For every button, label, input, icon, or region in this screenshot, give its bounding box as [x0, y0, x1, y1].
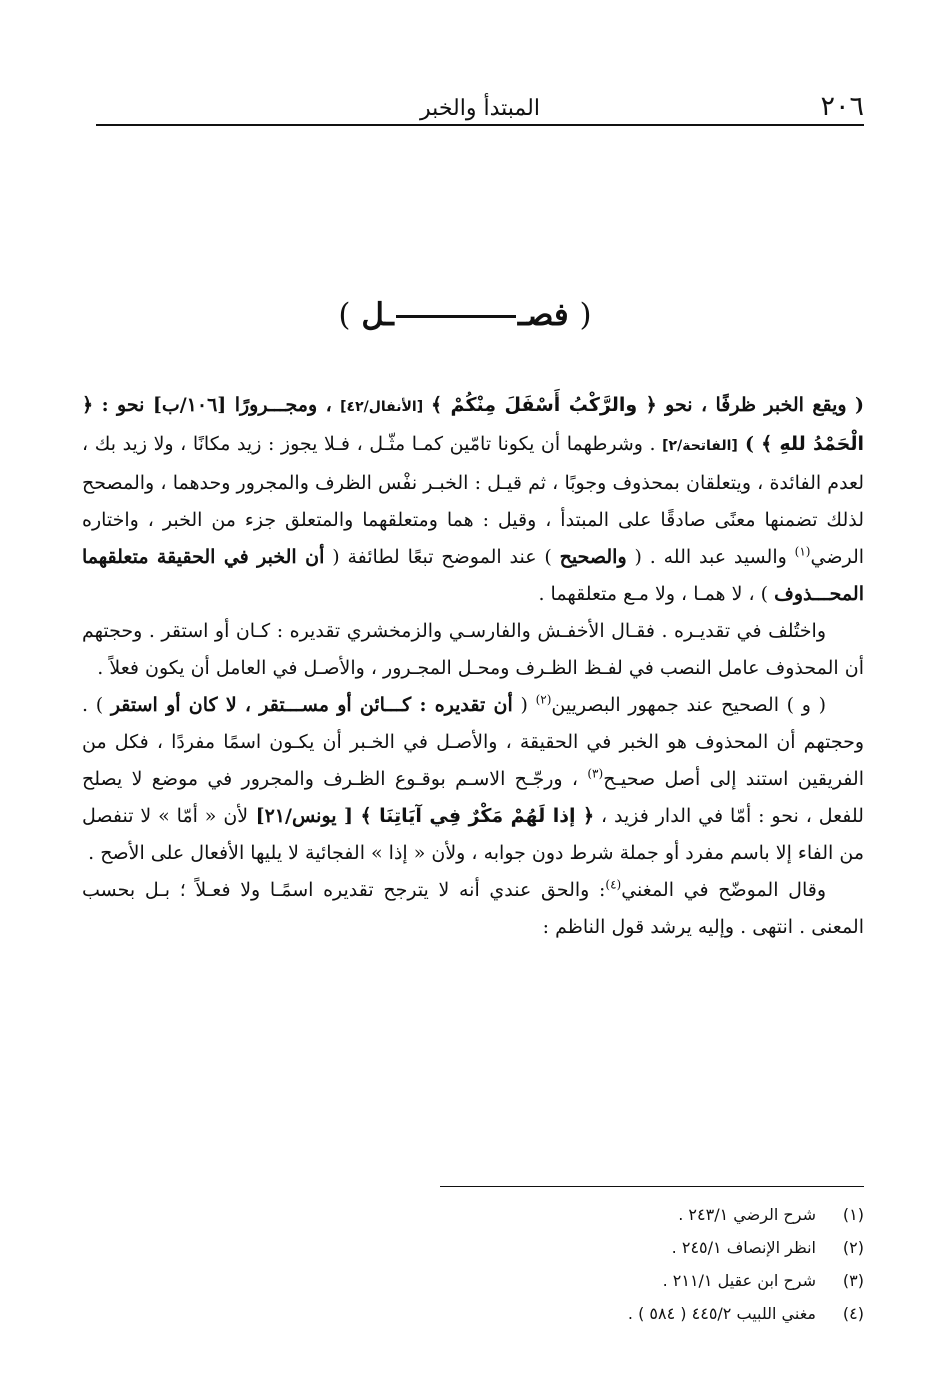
commentary-text: ) عند الموضح تبعًا لطائفة ( [324, 546, 560, 568]
commentary-text: : والحق عندي أنه لا يترجح تقديره اسمًـا ولا فعـلاً ؛ بـل بحسب المعنى . انتهى . وإليه يرشد قول الناظم : [82, 879, 864, 938]
quran-verse: ﴿ والرَّكْبُ أَسْفَلَ مِنْكُمْ ﴾ [430, 394, 657, 416]
matn-text: ) [737, 433, 762, 455]
matn-text: أن تقديره : كـــائن أو مســـتقر ، لا كان أو استقر [110, 694, 513, 716]
main-text [82, 387, 864, 946]
commentary-text: ) . وحجتهم أن المحذوف هو الخبر في الحقيقة ، والأصـل في الخـبر أن يكـون اسمًا مفردًا ، فكل من الفريقين استند إلى أصل صحيـح [82, 694, 864, 790]
matn-text: أن الخبر في الحقيقة متعلقهما المحـــذوف [82, 546, 864, 605]
footnote-marker: (٢) [535, 692, 552, 707]
footnote-number: (٤) [842, 1304, 864, 1323]
footnote-item [400, 1233, 864, 1263]
footnote-marker: (١) [794, 544, 811, 559]
paragraph-3 [82, 687, 864, 872]
commentary-text: لأن « أمّا » لا تنفصل من الفاء إلا باسم مفرد أو جملة شرط دون جوابه ، ولأن « إذا » الفجائية لا يليها الأفعال على الأصح . [82, 805, 864, 864]
paragraph-1 [82, 387, 864, 613]
section-title-open-paren: ( [579, 297, 592, 333]
paragraph-2: واختُلف في تقديـره . فقـال الأخفـش والفارسـي والزمخشري تقديره : كـان أو استقر . وحجتهم أن المحذوف عامل النصب في لفـظ الظـرف ومحـل المجـرور ، والأصـل في العامل أن يكون فعلاً . [82, 620, 864, 679]
commentary-text: ) ، لا همـا ، ولا مـع متعلقهما . [538, 583, 775, 605]
running-header [96, 92, 864, 126]
footnote-text: شرح ابن عقيل ٢١١/١ . [662, 1271, 816, 1290]
verse-reference: [الفاتحة/٢] [662, 438, 738, 454]
page-number: ٢٠٦ [820, 91, 864, 122]
quran-verse: ﴿ الْحَمْدُ للهِ ﴾ [82, 394, 865, 455]
footnote-divider [440, 1186, 864, 1187]
verse-reference: [الأنفال/٤٢] [340, 399, 424, 415]
commentary-text: والسيد عبد الله . ( [626, 546, 795, 568]
footnote-marker: (٣) [587, 766, 604, 781]
footnote-item [400, 1299, 864, 1329]
section-title-word-start: فصـ [517, 297, 569, 333]
footnote-text: مغني اللبيب ٤٤٥/٢ ( ٥٨٤ ) . [627, 1304, 816, 1323]
kashida-stroke [396, 315, 516, 318]
section-title [300, 295, 630, 335]
commentary-text: . وشرطهما أن يكونا تامّين كمـا مثّـل ، فـلا يجوز : زيد مكانًا ، ولا زيد بك ، لعدم الفائدة ، ويتعلقان بمحذوف وجوبًا ، ثم قيـل : الخبـر نفْس الظرف والمجرور وحدهما ، والمصحح لذلك تضمنها معنًى صادقًا على المبتدأ ، وقيل : هما ومتعلقهما والمتعلق جزء من الخبر ، واختاره الرضي [82, 433, 865, 568]
commentary-text: ( و ) الصحيح عند جمهور البصريين [551, 694, 827, 716]
footnote-item [400, 1266, 864, 1296]
footnote-item [400, 1200, 864, 1230]
footnote-text: انظر الإنصاف ٢٤٥/١ . [671, 1238, 816, 1257]
footnote-number: (٣) [842, 1271, 864, 1290]
paragraph-4 [82, 872, 864, 946]
verse-reference: [ يونس/٢١] [248, 805, 361, 827]
footnote-marker: (٤) [605, 877, 622, 892]
footnotes [400, 1200, 864, 1332]
footnote-number: (٢) [842, 1238, 864, 1257]
commentary-text: ( [512, 694, 536, 716]
section-title-close-paren: ) [338, 297, 351, 333]
matn-text: ( ويقع الخبر ظرفًا ، نحو [656, 394, 865, 416]
commentary-text: ، ورجّـح الاسـم بوقـوع الظـرف والمجرور في موضع لا يصلح للفعل ، نحو : أمّا في الدار فزيد ، [82, 768, 864, 827]
commentary-text: وقال الموضّح في المغني [621, 879, 826, 901]
manuscript-folio-marker: [١٠٦/ب] [152, 394, 227, 416]
footnote-number: (١) [842, 1205, 864, 1224]
chapter-heading: المبتدأ والخبر [420, 96, 540, 121]
section-title-word-end: ـل [361, 297, 394, 333]
footnote-text: شرح الرضي ٢٤٣/١ . [678, 1205, 816, 1224]
quran-verse: ﴿ إذا لَهُمْ مَكْرٌ فِي آيَاتِنَا ﴾ [360, 805, 595, 827]
matn-text: ، ومجـــرورًا [226, 394, 341, 416]
matn-text: والصحيح [559, 546, 627, 568]
matn-text: نحو : [93, 394, 153, 416]
